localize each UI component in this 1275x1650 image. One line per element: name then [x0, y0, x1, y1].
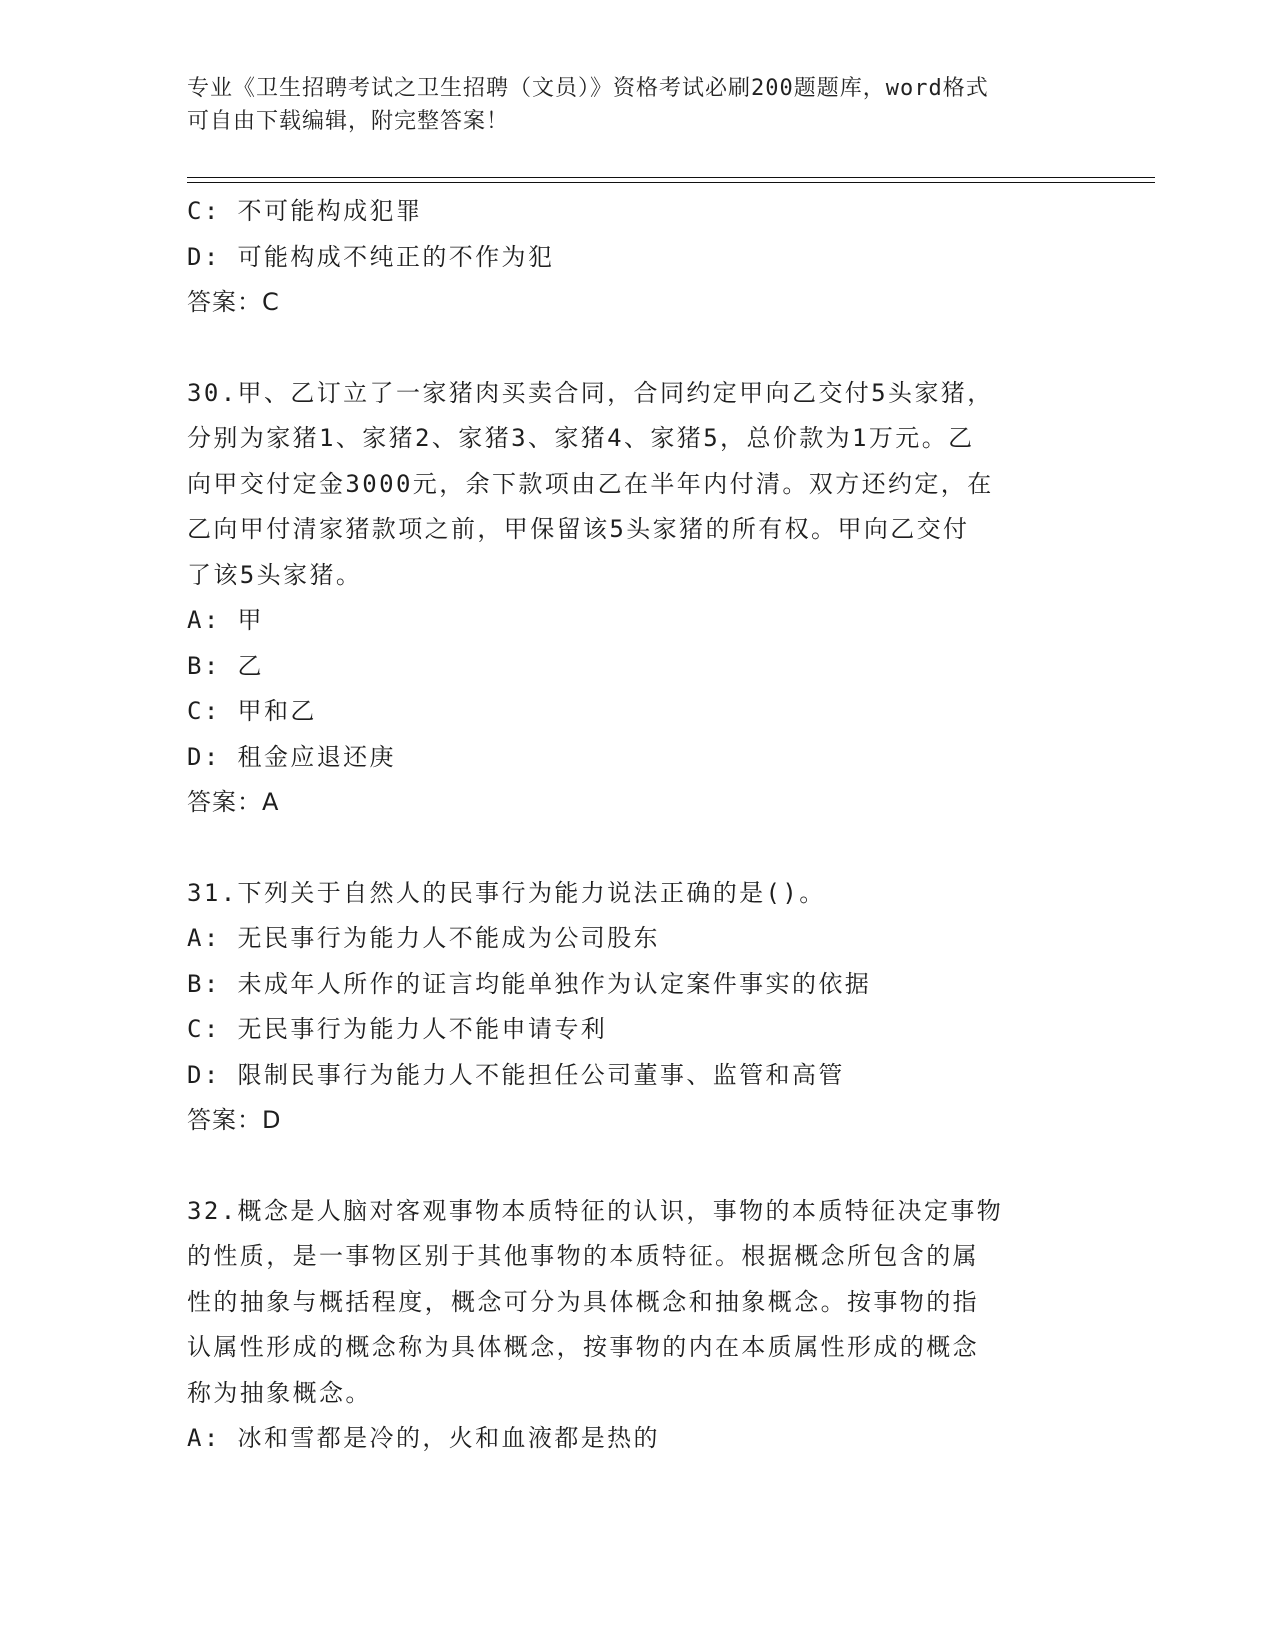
header-divider-top [187, 177, 1155, 178]
question-block-32 [187, 1189, 1087, 1462]
option-c: C: 无民事行为能力人不能申请专利 [187, 1015, 608, 1043]
question-stem-line: 了该5头家猪。 [187, 560, 363, 589]
question-block-31 [187, 871, 1087, 1144]
question-stem-line: 认属性形成的概念称为具体概念，按事物的内在本质属性形成的概念 [187, 1333, 979, 1361]
question-stem-line: 分别为家猪1、家猪2、家猪3、家猪4、家猪5，总价款为1万元。乙 [187, 424, 975, 452]
option-c: C: 甲和乙 [187, 697, 317, 725]
question-stem-line: 称为抽象概念。 [187, 1378, 372, 1407]
question-block-previous [187, 189, 1087, 326]
option-a: A: 无民事行为能力人不能成为公司股东 [187, 924, 660, 952]
question-stem: 31.下列关于自然人的民事行为能力说法正确的是()。 [187, 878, 826, 907]
header-title-line-1: 专业《卫生招聘考试之卫生招聘（文员）》资格考试必刷200题题库，word格式 [187, 76, 989, 101]
question-stem-line: 乙向甲付清家猪款项之前，甲保留该5头家猪的所有权。甲向乙交付 [187, 515, 970, 543]
option-b: B: 乙 [187, 651, 264, 680]
option-a: A: 冰和雪都是冷的，火和血液都是热的 [187, 1424, 660, 1452]
spacer [187, 326, 1087, 371]
question-stem-line: 向甲交付定金3000元，余下款项由乙在半年内付清。双方还约定，在 [187, 469, 994, 498]
spacer [187, 826, 1087, 871]
question-stem-line: 的性质，是一事物区别于其他事物的本质特征。根据概念所包含的属 [187, 1242, 979, 1270]
spacer [187, 1144, 1087, 1189]
answer-line: 答案：D [187, 1106, 282, 1134]
header-title-line-2: 可自由下载编辑，附完整答案！ [187, 109, 510, 134]
header-divider-bottom [187, 182, 1155, 183]
option-a: A: 甲 [187, 606, 264, 634]
document-body [187, 189, 1087, 1462]
question-stem-line: 32.概念是人脑对客观事物本质特征的认识，事物的本质特征决定事物 [187, 1196, 1004, 1225]
answer-line: 答案：A [187, 788, 280, 816]
option-d: D: 限制民事行为能力人不能担任公司董事、监管和高管 [187, 1060, 845, 1089]
option-c: C: 不可能构成犯罪 [187, 197, 423, 225]
option-d: D: 租金应退还庚 [187, 742, 396, 771]
question-stem-line: 性的抽象与概括程度，概念可分为具体概念和抽象概念。按事物的指 [187, 1287, 979, 1316]
option-d: D: 可能构成不纯正的不作为犯 [187, 242, 555, 271]
document-header [187, 72, 1087, 138]
option-b: B: 未成年人所作的证言均能单独作为认定案件事实的依据 [187, 969, 872, 998]
question-stem-line: 30.甲、乙订立了一家猪肉买卖合同，合同约定甲向乙交付5头家猪， [187, 378, 994, 407]
answer-line: 答案：C [187, 288, 280, 316]
question-block-30 [187, 371, 1087, 826]
